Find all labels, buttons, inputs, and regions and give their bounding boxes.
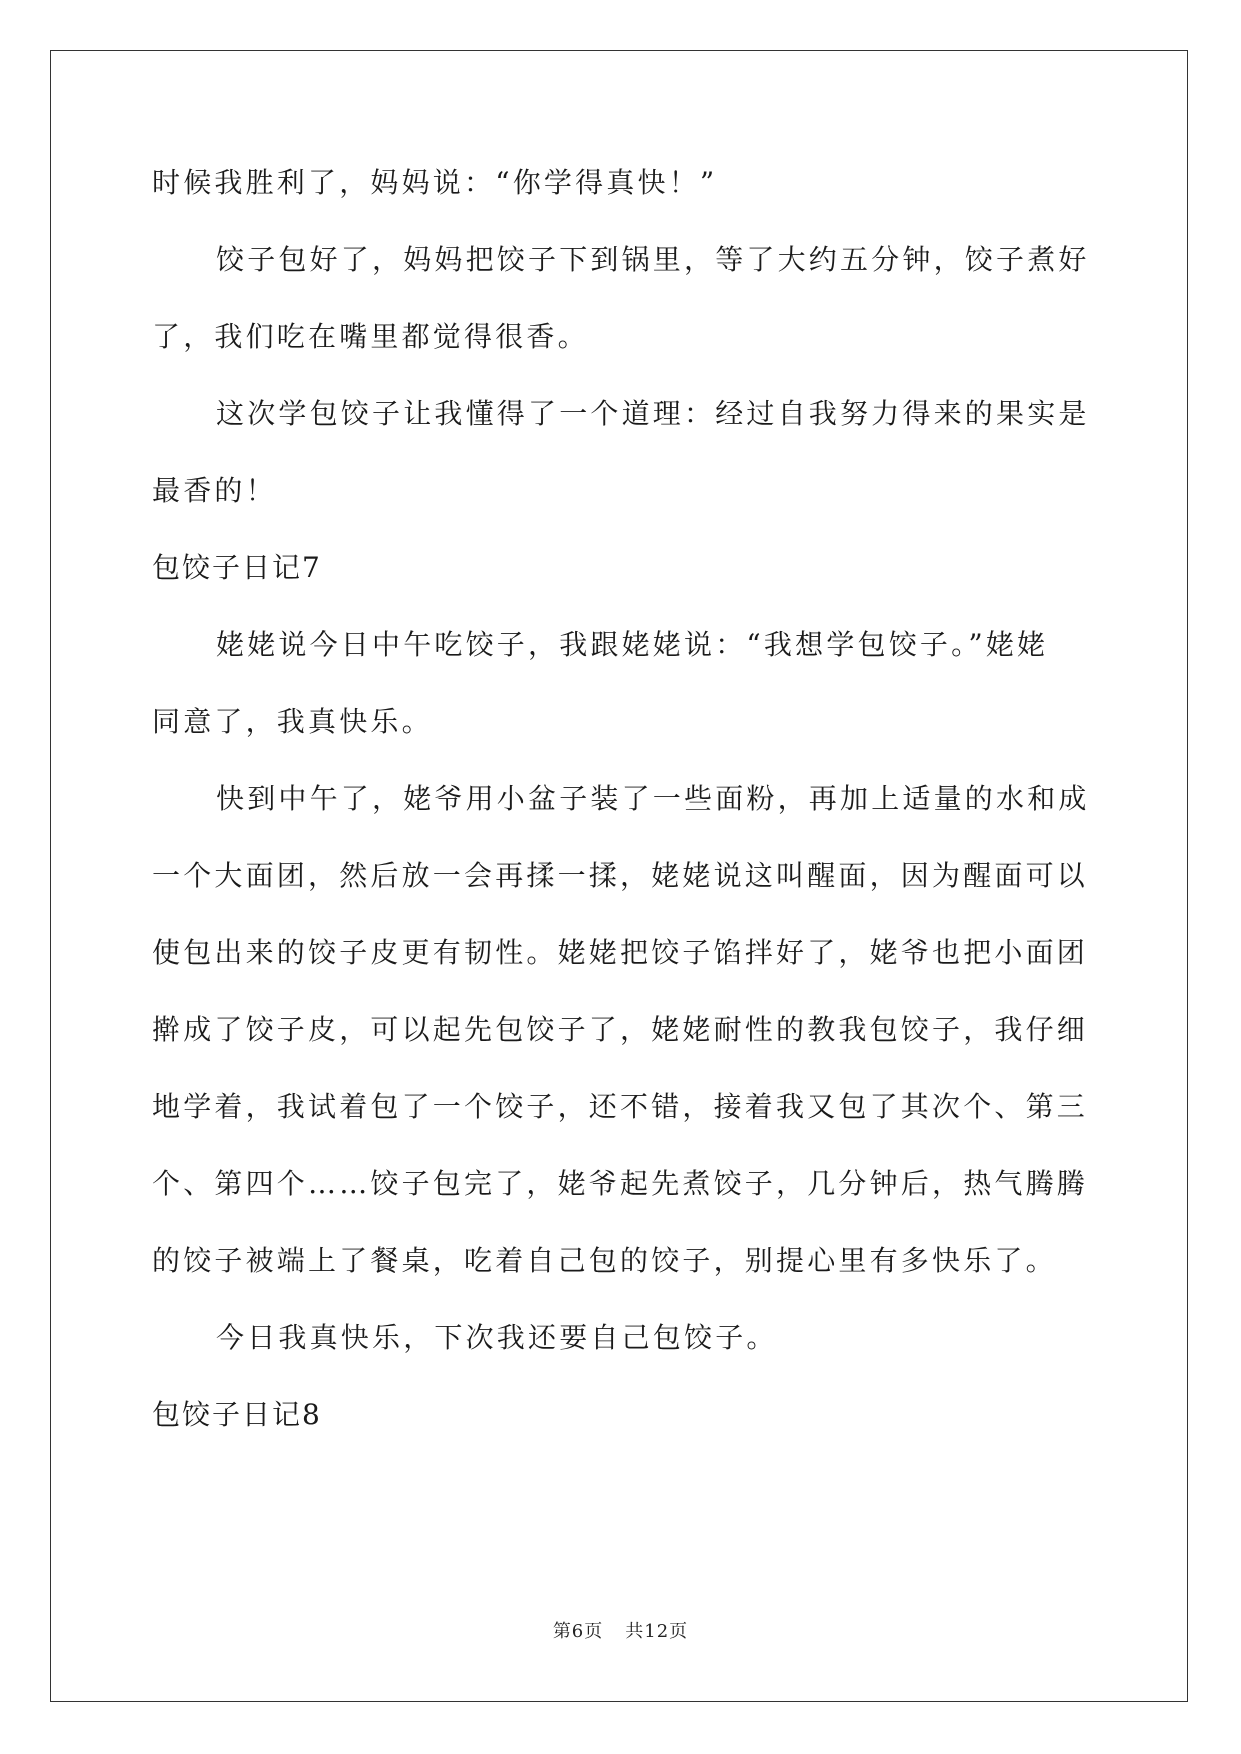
paragraph-line: 今日我真快乐，下次我还要自己包饺子。	[216, 1321, 778, 1354]
page-number: 第6页	[552, 1621, 604, 1642]
paragraph-line: 同意了，我真快乐。	[152, 705, 433, 738]
page-footer	[0, 1617, 1241, 1643]
section-heading: 包饺子日记8	[152, 1398, 322, 1431]
paragraph-line: 地学着，我试着包了一个饺子，还不错，接着我又包了其次个、第三	[152, 1090, 1089, 1123]
paragraph-line: 的饺子被端上了餐桌，吃着自己包的饺子，别提心里有多快乐了。	[152, 1244, 1057, 1277]
paragraph-line: 使包出来的饺子皮更有韧性。姥姥把饺子馅拌好了，姥爷也把小面团	[152, 936, 1089, 969]
document-body	[152, 160, 1092, 1469]
page-total: 共12页	[625, 1621, 689, 1642]
paragraph-line: 个、第四个……饺子包完了，姥爷起先煮饺子，几分钟后，热气腾腾	[152, 1167, 1089, 1200]
paragraph-line: 了，我们吃在嘴里都觉得很香。	[152, 320, 589, 353]
paragraph-line: 最香的！	[152, 474, 277, 507]
section-heading: 包饺子日记7	[152, 551, 322, 584]
paragraph-line: 这次学包饺子让我懂得了一个道理：经过自我努力得来的果实是	[216, 397, 1090, 430]
paragraph-line: 饺子包好了，妈妈把饺子下到锅里，等了大约五分钟，饺子煮好	[216, 243, 1090, 276]
paragraph-line: 一个大面团，然后放一会再揉一揉，姥姥说这叫醒面，因为醒面可以	[152, 859, 1089, 892]
paragraph-line: 姥姥说今日中午吃饺子，我跟姥姥说：“我想学包饺子。”姥姥	[216, 628, 1049, 661]
paragraph-line: 时候我胜利了，妈妈说：“你学得真快！”	[152, 166, 718, 199]
paragraph-line: 快到中午了，姥爷用小盆子装了一些面粉，再加上适量的水和成	[216, 782, 1090, 815]
paragraph-line: 擀成了饺子皮，可以起先包饺子了，姥姥耐性的教我包饺子，我仔细	[152, 1013, 1089, 1046]
